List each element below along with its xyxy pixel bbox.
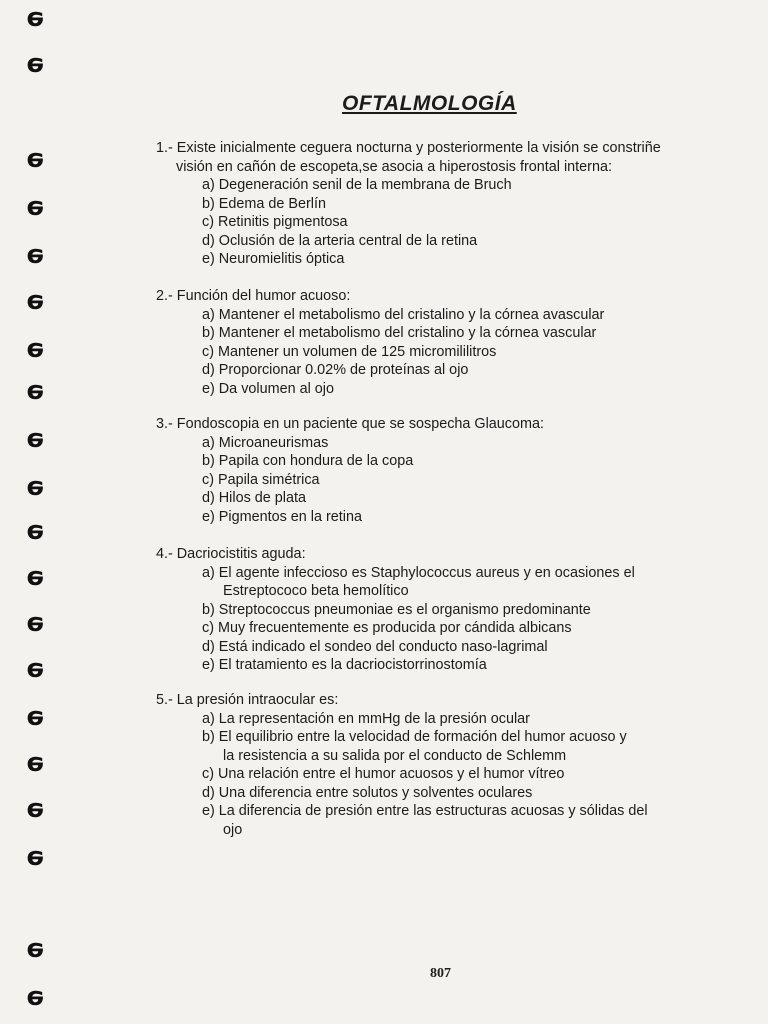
answer-option: d) Proporcionar 0.02% de proteínas al ojo xyxy=(202,362,469,378)
spiral-binding-ring-icon: ə xyxy=(26,144,44,174)
answer-option: c) Mantener un volumen de 125 micromililitros xyxy=(202,343,497,360)
answer-option: b) Streptococcus pneumoniae es el organismo predominante xyxy=(202,601,591,618)
page-title: OFTALMOLOGÍA xyxy=(342,92,517,115)
answer-option: d) Oclusión de la arteria central de la retina xyxy=(202,232,478,249)
answer-option: b) Mantener el metabolismo del cristalino y la córnea vascular xyxy=(202,325,597,341)
answer-option: d) Hilos de plata xyxy=(202,490,306,506)
answer-option: a) Mantener el metabolismo del cristalino y la córnea avascular xyxy=(202,306,605,323)
spiral-binding-ring-icon: ə xyxy=(26,516,44,546)
answer-option: e) Pigmentos en la retina xyxy=(202,508,362,525)
answer-option: c) Una relación entre el humor acuosos y el humor vítreo xyxy=(202,766,565,782)
spiral-binding-ring-icon: ə xyxy=(26,3,44,33)
question-2 xyxy=(156,287,716,398)
spiral-binding-ring-icon: ə xyxy=(26,49,44,79)
question-3 xyxy=(156,415,716,526)
answer-option: d) Una diferencia entre solutos y solventes oculares xyxy=(202,784,533,801)
answer-option: la resistencia a su salida por el conducto de Schlemm xyxy=(223,747,567,764)
answer-option: b) Papila con hondura de la copa xyxy=(202,453,414,469)
spiral-binding-ring-icon: ə xyxy=(26,240,44,270)
answer-option: a) La representación en mmHg de la presión ocular xyxy=(202,710,530,727)
answer-option: a) El agente infeccioso es Staphylococcus aureus y en ocasiones el xyxy=(202,564,635,581)
spiral-binding xyxy=(18,0,58,1024)
question-stem: 3.- Fondoscopia en un paciente que se sospecha Glaucoma: xyxy=(156,416,544,432)
answer-option: c) Retinitis pigmentosa xyxy=(202,214,348,230)
answer-option: ojo xyxy=(223,821,243,838)
question-stem: 5.- La presión intraocular es: xyxy=(156,692,339,708)
answer-option: e) Da volumen al ojo xyxy=(202,380,334,397)
answer-option: b) El equilibrio entre la velocidad de formación del humor acuoso y xyxy=(202,729,627,745)
spiral-binding-ring-icon: ə xyxy=(26,654,44,684)
spiral-binding-ring-icon: ə xyxy=(26,286,44,316)
answer-option: e) Neuromielitis óptica xyxy=(202,251,345,267)
answer-option: e) La diferencia de presión entre las estructuras acuosas y sólidas del xyxy=(202,803,648,819)
answer-option: e) El tratamiento es la dacriocistorrinostomía xyxy=(202,657,487,673)
answer-option: a) Microaneurismas xyxy=(202,434,329,451)
question-stem: 2.- Función del humor acuoso: xyxy=(156,288,351,304)
spiral-binding-ring-icon: ə xyxy=(26,702,44,732)
answer-option: d) Está indicado el sondeo del conducto naso-lagrimal xyxy=(202,638,548,655)
spiral-binding-ring-icon: ə xyxy=(26,192,44,222)
question-stem: 1.- Existe inicialmente ceguera nocturna y posteriormente la visión se constriñe xyxy=(156,140,661,156)
answer-option: Estreptococo beta hemolítico xyxy=(223,583,409,599)
spiral-binding-ring-icon: ə xyxy=(26,334,44,364)
page-number: 807 xyxy=(430,966,451,981)
spiral-binding-ring-icon: ə xyxy=(26,424,44,454)
answer-option: a) Degeneración senil de la membrana de Bruch xyxy=(202,177,512,193)
spiral-binding-ring-icon: ə xyxy=(26,376,44,406)
question-1 xyxy=(156,139,716,269)
question-stem: visión en cañón de escopeta,se asocia a hiperostosis frontal interna: xyxy=(176,158,612,175)
answer-option: c) Papila simétrica xyxy=(202,471,320,488)
spiral-binding-ring-icon: ə xyxy=(26,842,44,872)
spiral-binding-ring-icon: ə xyxy=(26,748,44,778)
question-5 xyxy=(156,691,716,839)
spiral-binding-ring-icon: ə xyxy=(26,608,44,638)
spiral-binding-ring-icon: ə xyxy=(26,794,44,824)
answer-option: c) Muy frecuentemente es producida por cándida albicans xyxy=(202,620,572,636)
spiral-binding-ring-icon: ə xyxy=(26,982,44,1012)
question-stem: 4.- Dacriocistitis aguda: xyxy=(156,546,306,562)
question-4 xyxy=(156,545,716,675)
answer-option: b) Edema de Berlín xyxy=(202,195,326,212)
spiral-binding-ring-icon: ə xyxy=(26,934,44,964)
spiral-binding-ring-icon: ə xyxy=(26,562,44,592)
spiral-binding-ring-icon: ə xyxy=(26,472,44,502)
